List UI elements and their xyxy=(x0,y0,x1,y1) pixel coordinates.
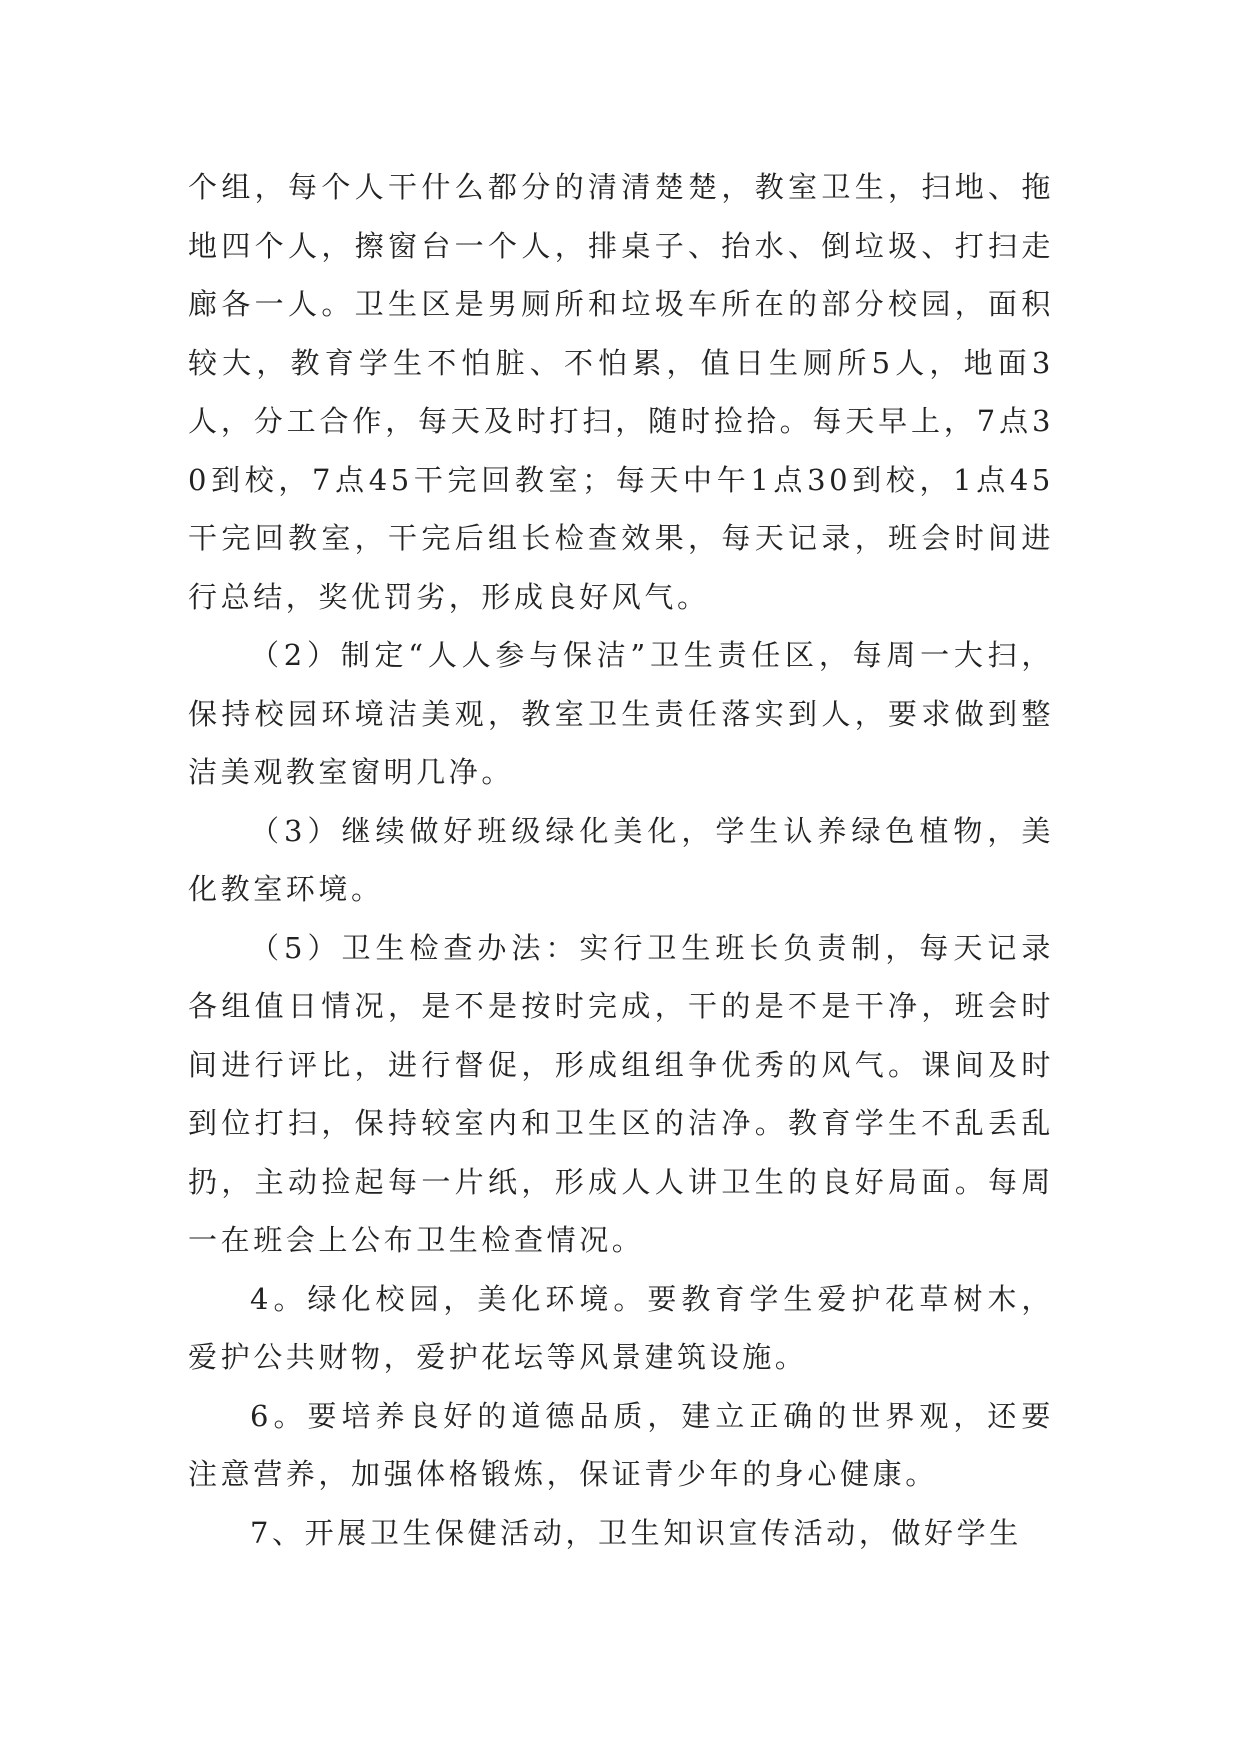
paragraph-duty-groups: 个组，每个人干什么都分的清清楚楚，教室卫生，扫地、拖地四个人，擦窗台一个人，排桌子、抬水、倒垃圾、打扫走廊各一人。卫生区是男厕所和垃圾车所在的部分校园，面积较大，教育学生不怕脏、不怕累，值日生厕所5人，地面3人，分工合作，每天及时打扫，随时捡拾。每天早上，7点30到校，7点45干完回教室；每天中午1点30到校，1点45干完回教室，干完后组长检查效果，每天记录，班会时间进行总结，奖优罚劣，形成良好风气。 xyxy=(188,170,1054,614)
paragraph-item-6: 6。要培养良好的道德品质，建立正确的世界观，还要注意营养，加强体格锻炼，保证青少年的身心健康。 xyxy=(188,1398,1054,1491)
paragraph-item-4: 4。绿化校园，美化环境。要教育学生爱护花草树木，爱护公共财物，爱护花坛等风景建筑设施。 xyxy=(188,1281,1054,1374)
paragraph-item-5: （5）卫生检查办法：实行卫生班长负责制，每天记录各组值日情况，是不是按时完成，干的是不是干净，班会时间进行评比，进行督促，形成组组争优秀的风气。课间及时到位打扫，保持较室内和卫生区的洁净。教育学生不乱丢乱扔，主动捡起每一片纸，形成人人讲卫生的良好局面。每周一在班会上公布卫生检查情况。 xyxy=(188,930,1054,1257)
paragraph-item-2: （2）制定“人人参与保洁”卫生责任区，每周一大扫，保持校园环境洁美观，教室卫生责任落实到人，要求做到整洁美观教室窗明几净。 xyxy=(188,638,1054,789)
paragraph-item-7: 7、开展卫生保健活动，卫生知识宣传活动，做好学生 xyxy=(250,1515,1022,1550)
paragraph-item-3: （3）继续做好班级绿化美化，学生认养绿色植物，美化教室环境。 xyxy=(188,813,1054,906)
document-body xyxy=(188,158,1054,1562)
